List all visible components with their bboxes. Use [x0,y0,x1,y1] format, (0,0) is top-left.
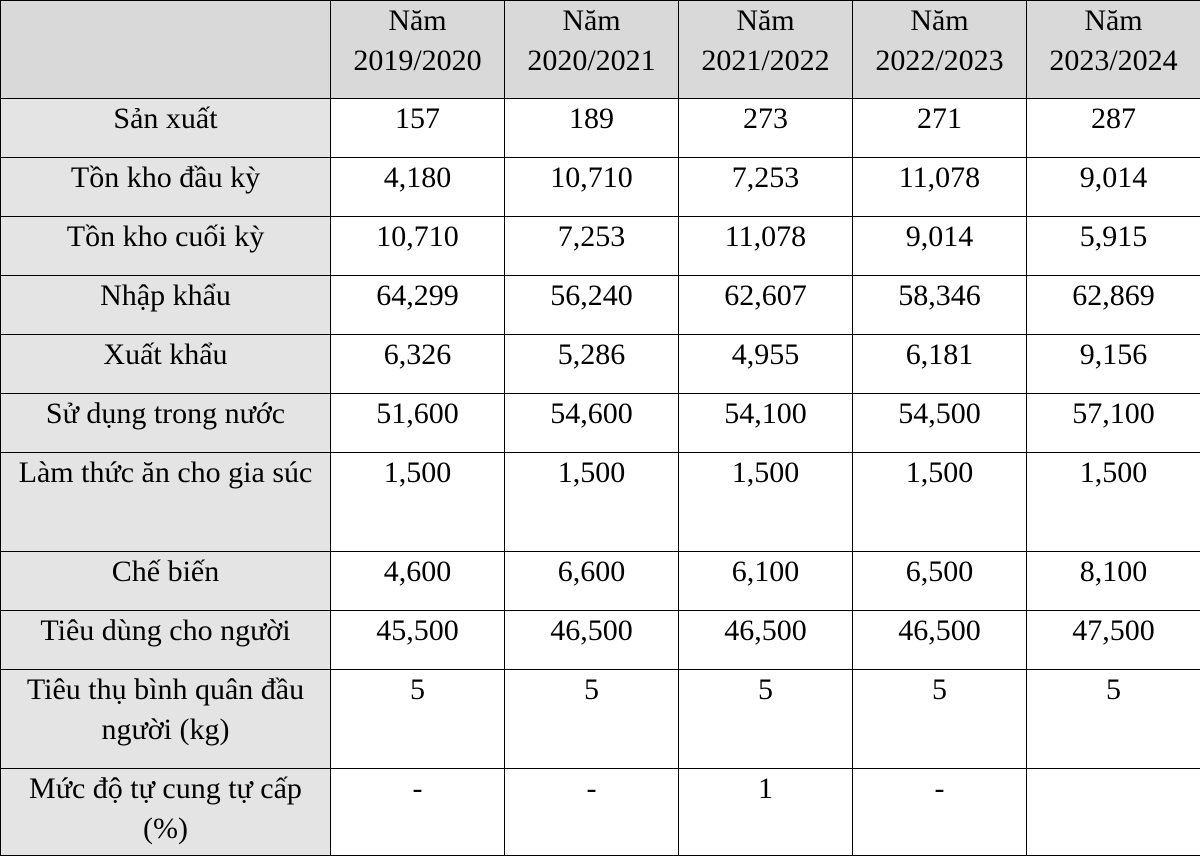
table-cell: 57,100 [1027,394,1200,453]
table-cell: 1,500 [679,453,853,552]
table-cell: 11,078 [679,217,853,276]
table-cell: 273 [679,99,853,158]
header-year: 2020/2021 [509,41,674,81]
header-label: Năm [1031,1,1196,41]
header-label: Năm [509,1,674,41]
row-label: Sử dụng trong nước [1,394,331,453]
table-cell: 271 [853,99,1027,158]
table-cell: 6,326 [331,335,505,394]
table-cell: 1,500 [505,453,679,552]
header-year-2023-2024 [1027,1,1200,99]
header-year: 2019/2020 [335,41,500,81]
header-corner-cell [1,1,331,99]
table-cell: 54,500 [853,394,1027,453]
row-label: Tồn kho cuối kỳ [1,217,331,276]
table-row [1,335,1200,394]
table-cell: 5 [505,670,679,769]
header-label: Năm [857,1,1022,41]
table-row [1,217,1200,276]
table-cell: 54,600 [505,394,679,453]
table-cell: 62,607 [679,276,853,335]
table-cell: 7,253 [679,158,853,217]
table-cell: 62,869 [1027,276,1200,335]
header-label: Năm [683,1,848,41]
table-cell: 46,500 [505,611,679,670]
table-cell: 54,100 [679,394,853,453]
row-label: Tồn kho đầu kỳ [1,158,331,217]
table-cell: 5,286 [505,335,679,394]
table-cell: 1,500 [853,453,1027,552]
header-year-2021-2022 [679,1,853,99]
header-label: Năm [335,1,500,41]
table-cell: - [853,769,1027,856]
table-cell: 6,100 [679,552,853,611]
table-cell: 9,014 [853,217,1027,276]
table-cell: 46,500 [853,611,1027,670]
table-cell: 1,500 [331,453,505,552]
table-cell: 5 [1027,670,1200,769]
table-cell: 189 [505,99,679,158]
table-cell: 1 [679,769,853,856]
header-year: 2021/2022 [683,41,848,81]
table-row [1,394,1200,453]
row-label: Mức độ tự cung tự cấp (%) [1,769,331,856]
table-cell: 64,299 [331,276,505,335]
table-cell: 7,253 [505,217,679,276]
table-cell: 46,500 [679,611,853,670]
table-cell: 4,600 [331,552,505,611]
table-cell [1027,769,1200,856]
row-label: Xuất khẩu [1,335,331,394]
row-label: Chế biến [1,552,331,611]
table-cell: - [331,769,505,856]
table-row [1,158,1200,217]
row-label: Nhập khẩu [1,276,331,335]
table-cell: 11,078 [853,158,1027,217]
header-row [1,1,1200,99]
table-row [1,611,1200,670]
table-cell: 5 [853,670,1027,769]
table-cell: 45,500 [331,611,505,670]
table-cell: 51,600 [331,394,505,453]
table-cell: 1,500 [1027,453,1200,552]
row-label: Làm thức ăn cho gia súc [1,453,331,552]
table-row [1,552,1200,611]
table-cell: 9,156 [1027,335,1200,394]
table-row [1,769,1200,856]
table-cell: 4,955 [679,335,853,394]
table-cell: 287 [1027,99,1200,158]
table-cell: 6,600 [505,552,679,611]
header-year-2020-2021 [505,1,679,99]
table-cell: 8,100 [1027,552,1200,611]
header-year: 2022/2023 [857,41,1022,81]
row-label: Tiêu dùng cho người [1,611,331,670]
table-row [1,670,1200,769]
table-cell: 6,181 [853,335,1027,394]
header-year: 2023/2024 [1031,41,1196,81]
table-cell: 10,710 [505,158,679,217]
table-cell: 9,014 [1027,158,1200,217]
header-year-2022-2023 [853,1,1027,99]
table-cell: 5,915 [1027,217,1200,276]
table-cell: 47,500 [1027,611,1200,670]
table-cell: 58,346 [853,276,1027,335]
table-cell: - [505,769,679,856]
table-cell: 5 [331,670,505,769]
row-label: Tiêu thụ bình quân đầu người (kg) [1,670,331,769]
table-row [1,276,1200,335]
table-cell: 56,240 [505,276,679,335]
table-row [1,99,1200,158]
table-cell: 5 [679,670,853,769]
row-label: Sản xuất [1,99,331,158]
table-cell: 157 [331,99,505,158]
header-year-2019-2020 [331,1,505,99]
table-cell: 4,180 [331,158,505,217]
table-cell: 10,710 [331,217,505,276]
table-row [1,453,1200,552]
table-cell: 6,500 [853,552,1027,611]
